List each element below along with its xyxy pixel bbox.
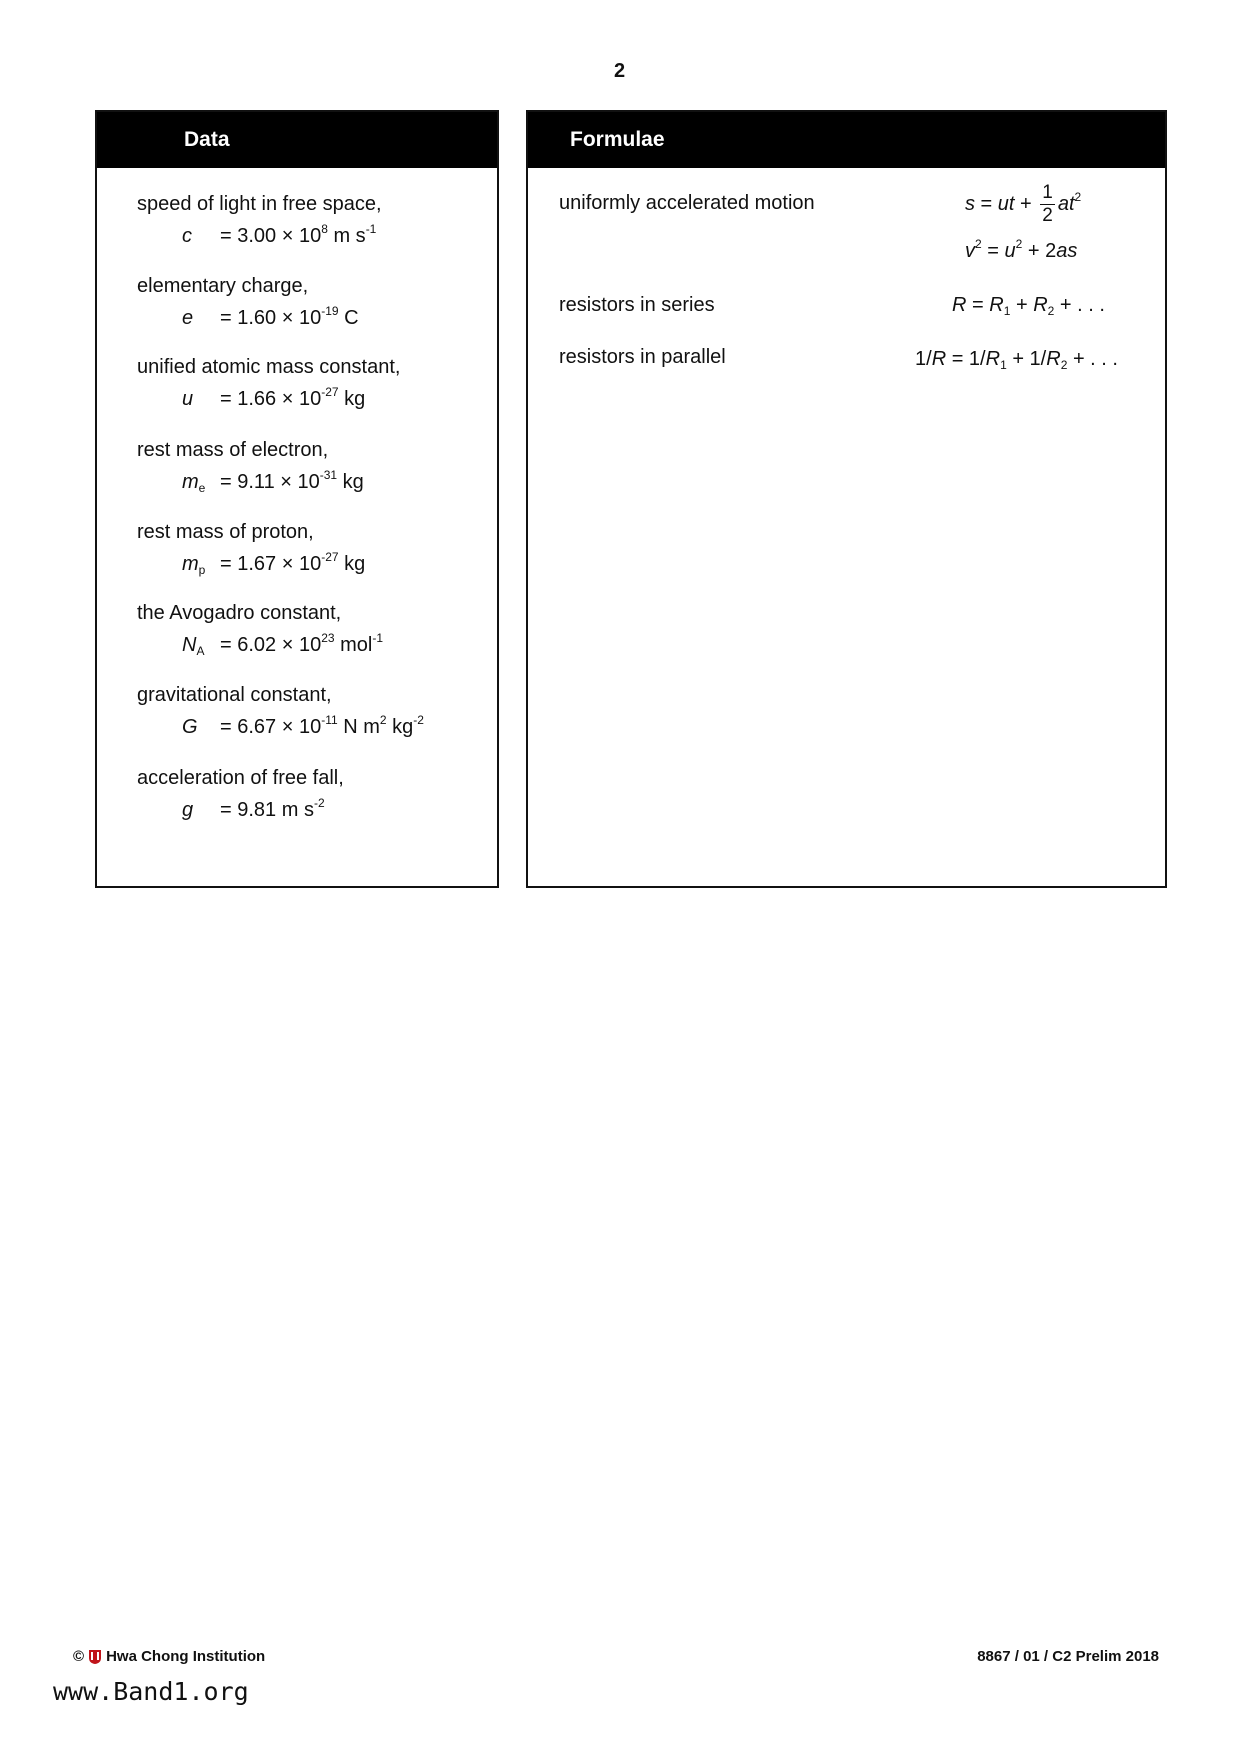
constant-name: rest mass of proton,: [137, 521, 314, 543]
paper-code: 8867 / 01 / C2 Prelim 2018: [977, 1648, 1159, 1665]
equals-sign: =: [220, 471, 232, 493]
constant-entry: [137, 766, 344, 822]
constant-unit: N $m^2$ $kg^{-2}$: [343, 713, 424, 738]
equals-sign: =: [220, 716, 232, 738]
constant-entry: [137, 274, 359, 330]
constant-line: [182, 798, 344, 822]
constant-value: $6.67 \times 10^{-11}$: [237, 713, 338, 738]
constant-line: [182, 306, 359, 330]
equals-sign: =: [220, 634, 232, 656]
constant-unit: m $s^{-1}$: [333, 222, 377, 247]
constant-line: [182, 224, 382, 248]
equals-sign: =: [220, 553, 232, 575]
constant-symbol: $m_e$: [182, 471, 206, 495]
page-number: 2: [613, 60, 626, 82]
constant-value: $1.60 \times 10^{-19}$: [237, 304, 339, 329]
constant-symbol: G: [182, 716, 198, 738]
constant-entry: [137, 355, 400, 411]
equals-sign: =: [220, 388, 232, 410]
constant-name: acceleration of free fall,: [137, 767, 344, 789]
formulae-box-header: Formulae: [528, 112, 1165, 168]
footer-institution: [73, 1648, 265, 1665]
constant-symbol: e: [182, 307, 194, 329]
formula-equation-velocity-squared: $v^2 = u^2 + 2as$: [965, 237, 1078, 262]
constant-value: 9.81: [237, 799, 277, 821]
formula-equation-resistors-series: $R = R_1 + R_2$ + . . .: [952, 294, 1105, 318]
constant-symbol: $m_p$: [182, 553, 206, 577]
data-box: [95, 110, 499, 888]
constant-symbol: c: [182, 225, 192, 247]
constant-entry: [137, 683, 424, 739]
formula-label-resistors-series: resistors in series: [559, 294, 715, 316]
constant-line: [182, 470, 364, 494]
constant-unit: m $s^{-2}$: [281, 796, 325, 821]
constant-value: $6.02 \times 10^{23}$: [237, 631, 335, 656]
school-crest-icon: [88, 1649, 102, 1665]
constant-symbol: $N_A$: [182, 634, 205, 658]
constant-unit: kg: [344, 388, 366, 410]
constant-entry: [137, 601, 383, 657]
data-box-header: Data: [97, 112, 497, 168]
constant-name: speed of light in free space,: [137, 193, 382, 215]
copyright-symbol: ©: [73, 1648, 85, 1665]
equals-sign: =: [220, 225, 232, 247]
constant-name: unified atomic mass constant,: [137, 356, 401, 378]
formula-equation-displacement: s = ut + $\frac{1}{2}$ $at^2$: [965, 182, 1082, 226]
watermark-url: www.Band1.org: [53, 1677, 249, 1706]
fraction-half: $\frac{1}{2}$: [1042, 182, 1053, 226]
constant-entry: [137, 438, 364, 494]
constant-unit: kg: [344, 553, 366, 575]
formulae-box: [526, 110, 1167, 888]
constant-value: $1.67 \times 10^{-27}$: [237, 550, 339, 575]
constant-symbol: g: [182, 799, 194, 821]
institution-name: Hwa Chong Institution: [106, 1648, 266, 1665]
constant-name: rest mass of electron,: [137, 439, 329, 461]
formula-label-resistors-parallel: resistors in parallel: [559, 346, 726, 368]
constant-line: [182, 633, 383, 657]
constant-name: the Avogadro constant,: [137, 602, 342, 624]
constant-name: gravitational constant,: [137, 684, 332, 706]
constant-unit: C: [344, 307, 359, 329]
constant-entry: [137, 520, 365, 576]
equals-sign: =: [220, 307, 232, 329]
constant-line: [182, 552, 365, 576]
constant-value: $1.66 \times 10^{-27}$: [237, 385, 339, 410]
constant-line: [182, 715, 424, 739]
formula-equation-resistors-parallel: $1/R = 1/R_1 + 1/R_2$ + . . .: [915, 348, 1118, 372]
constant-line: [182, 387, 400, 411]
formula-label-uniform-motion: uniformly accelerated motion: [559, 192, 815, 214]
constant-symbol: u: [182, 388, 194, 410]
constant-unit: kg: [342, 471, 364, 493]
equals-sign: =: [220, 799, 232, 821]
constant-value: $3.00 \times 10^8$: [237, 222, 328, 247]
constant-entry: [137, 192, 382, 248]
constant-value: $9.11 \times 10^{-31}$: [237, 468, 338, 493]
constant-name: elementary charge,: [137, 275, 309, 297]
constant-unit: mol$^{-1}$: [340, 631, 384, 656]
